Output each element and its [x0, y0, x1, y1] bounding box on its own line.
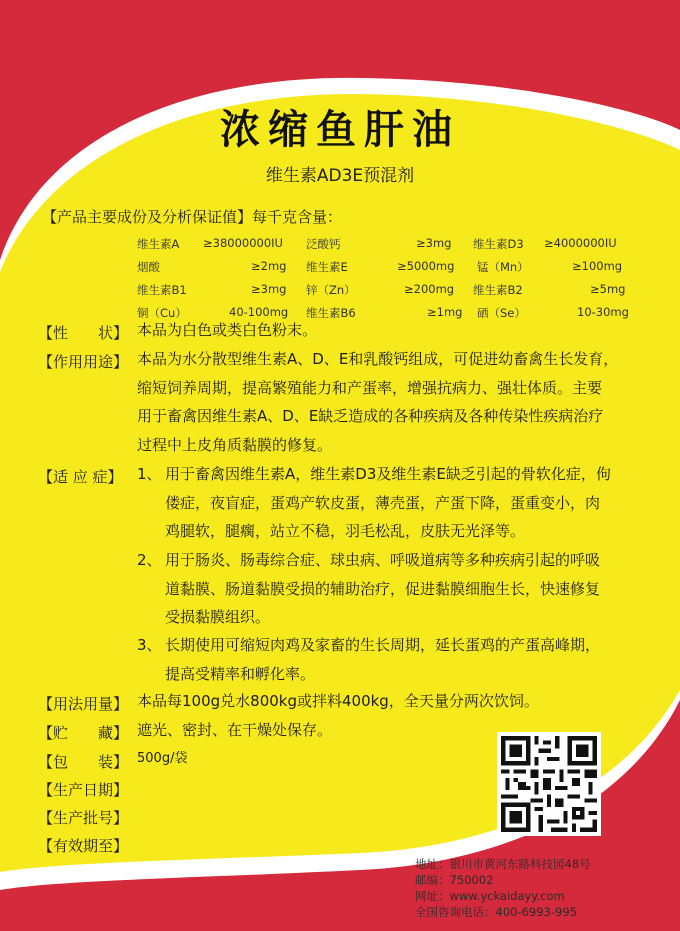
ingredient-value: ≥3mg	[416, 236, 452, 250]
contact-website[interactable]: 网址：www.yckaidayy.com	[415, 889, 565, 903]
indication-line: 长期使用可缩短肉鸡及家畜的生长周期，延长蛋鸡的产蛋高峰期，	[165, 636, 601, 654]
ingredient-name: 维生素B2	[473, 283, 523, 297]
indication-line: 提高受精率和孵化率。	[165, 664, 316, 683]
indication-line: 用于畜禽因维生素A，维生素D3及维生素E缺乏引起的骨软化症，佝	[165, 465, 611, 483]
indication-line: 鸡腿软，腿瘸，站立不稳，羽毛松乱，皮肤无光泽等。	[165, 522, 526, 540]
contact-address: 地址：银川市黄河东路科技园48号	[415, 857, 591, 871]
ingredient-name: 锌（Zn）	[306, 283, 356, 297]
indication-item-3	[137, 631, 162, 660]
function-line: 缩短饲养周期，提高繁殖能力和产蛋率，增强抗病力、强壮体质。主要	[137, 378, 603, 397]
ingredient-value: 40-100mg	[229, 305, 289, 319]
properties-text: 本品为白色或类白色粉末。	[137, 321, 318, 339]
indication-number: 3、	[137, 636, 162, 654]
ingredient-value: ≥3mg	[251, 282, 287, 296]
ingredient-name: 维生素B6	[306, 306, 356, 320]
product-subtitle: 维生素AD3E预混剂	[265, 166, 415, 186]
qr-code[interactable]	[497, 732, 601, 836]
function-line: 本品为水分散型维生素A、D、E和乳酸钙组成，可促进幼畜禽生长发育，	[137, 350, 619, 368]
indication-number: 1、	[137, 465, 162, 483]
ingredient-value: ≥4000000IU	[544, 236, 617, 250]
ingredient-name: 维生素E	[306, 260, 348, 274]
indication-item-3-text	[165, 631, 665, 688]
package-text: 500g/袋	[137, 751, 188, 766]
function-line: 用于畜禽因维生素A、D、E缺乏造成的各种疾病及各种传染性疾病治疗	[137, 407, 604, 425]
dosage-label: 【用法用量】	[38, 695, 129, 713]
ingredient-name: 维生素A	[137, 237, 180, 251]
ingredient-value: ≥1mg	[427, 305, 463, 319]
expiry-label: 【有效期至】	[38, 837, 129, 855]
ingredient-value: ≥5000mg	[397, 259, 455, 273]
ingredient-name: 维生素D3	[473, 237, 524, 251]
ingredient-name: 泛酸钙	[306, 237, 341, 251]
ingredient-value: ≥5mg	[590, 282, 626, 296]
ingredient-name: 烟酸	[137, 260, 160, 274]
ingredient-name: 硒（Se）	[477, 306, 526, 320]
contact-hotline: 全国咨询电话：400-6993-995	[415, 905, 577, 919]
ingredient-value: ≥2mg	[251, 259, 287, 273]
function-line: 过程中上皮角质黏膜的修复。	[137, 435, 333, 454]
properties-label: 【性 状】	[38, 324, 129, 342]
ingredient-name: 锰（Mn）	[477, 260, 529, 274]
ingredient-value: ≥38000000IU	[203, 236, 283, 250]
ingredient-value: ≥100mg	[572, 259, 623, 273]
indication-item-2-text	[165, 546, 665, 632]
indications-label: 【适 应 症】	[38, 468, 123, 486]
package-label: 【包 装】	[38, 753, 129, 771]
ingredient-name: 铜（Cu）	[137, 306, 187, 320]
batch-number-label: 【生产批号】	[38, 809, 129, 827]
production-date-label: 【生产日期】	[38, 781, 129, 799]
storage-label: 【贮 藏】	[38, 724, 129, 742]
composition-heading: 【产品主要成份及分析保证值】每千克含量：	[42, 208, 343, 226]
indication-item-2	[137, 546, 162, 575]
indication-item-1-text	[165, 460, 665, 546]
function-text	[137, 345, 657, 459]
indication-line: 用于肠炎、肠毒综合症、球虫病、呼吸道病等多种疾病引起的呼吸	[165, 551, 601, 569]
indication-line: 道黏膜、肠道黏膜受损的辅助治疗，促进黏膜细胞生长，快速修复	[165, 579, 601, 598]
indication-line: 偻症，夜盲症，蛋鸡产软皮蛋，薄壳蛋，产蛋下降，蛋重变小，肉	[165, 493, 601, 512]
ingredient-value: ≥200mg	[404, 282, 455, 296]
dosage-text: 本品每100g兑水800kg或拌料400kg，全天量分两次饮饲。	[137, 692, 539, 710]
contact-postcode: 邮编：750002	[415, 873, 494, 887]
ingredient-value: 10-30mg	[577, 305, 629, 319]
product-title: 浓缩鱼肝油	[220, 106, 460, 153]
indication-line: 受损黏膜组织。	[165, 608, 271, 626]
function-label: 【作用用途】	[38, 353, 129, 371]
indication-number: 2、	[137, 551, 162, 569]
storage-text: 遮光、密封、在干燥处保存。	[137, 721, 333, 739]
ingredient-name: 维生素B1	[137, 283, 187, 297]
indication-item-1	[137, 460, 162, 489]
